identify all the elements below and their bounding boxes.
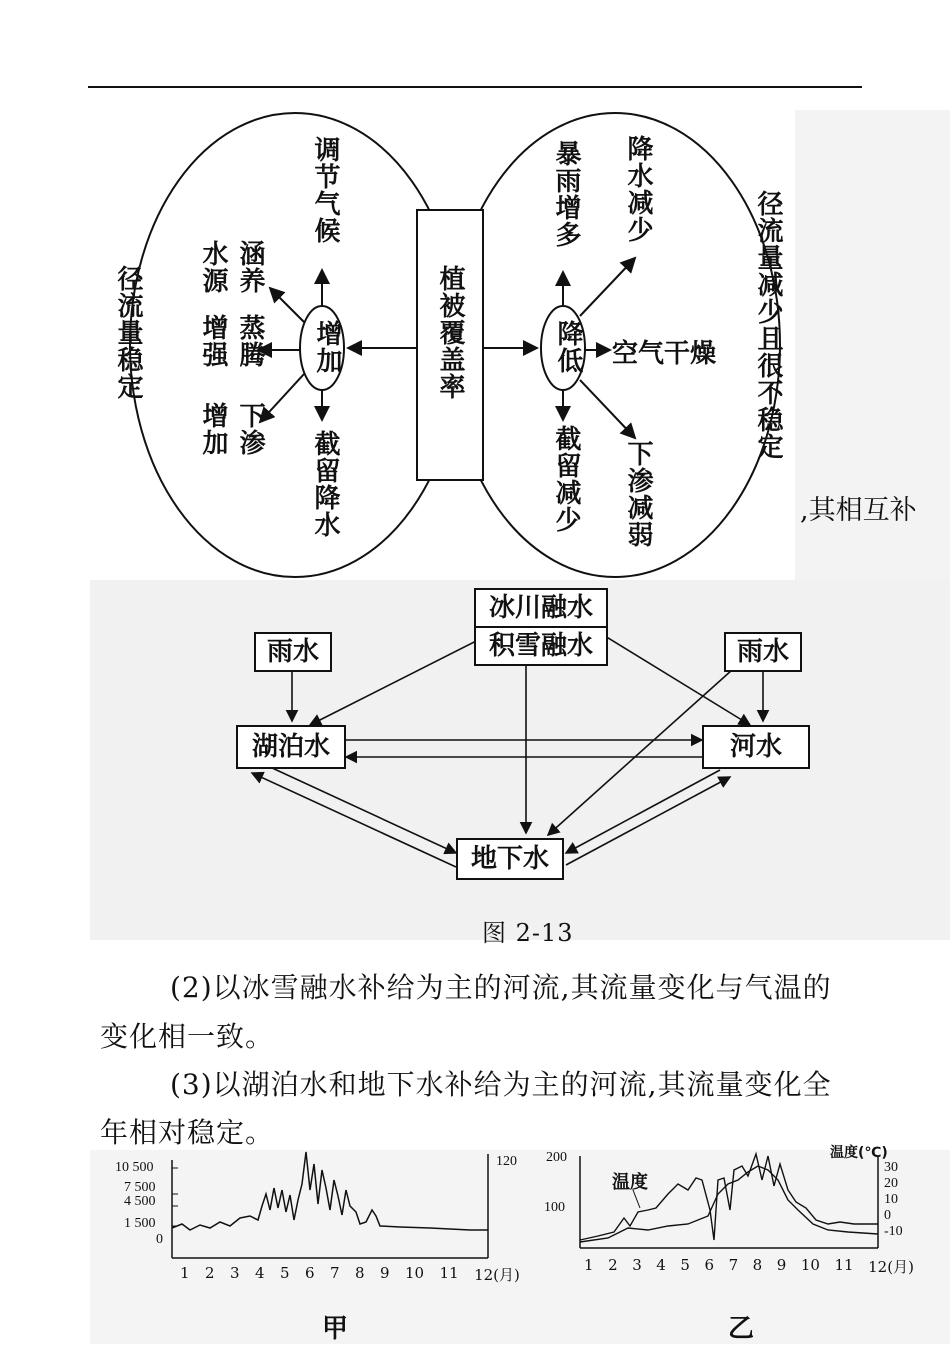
paragraph-3-line-2: 年相对稳定。 bbox=[100, 1116, 275, 1149]
runoff-line-yi bbox=[580, 1154, 878, 1240]
paragraph-2-line-1: (2)以冰雪融水补给为主的河流,其流量变化与气温的 bbox=[170, 971, 832, 1004]
right-item-less-infiltration: 下渗减弱 bbox=[623, 440, 653, 548]
figure-caption: 图 2-13 bbox=[482, 919, 574, 947]
chart-jia bbox=[170, 1150, 490, 1260]
groundwater-box: 地下水 bbox=[456, 838, 564, 880]
jia-ytick-7500: 7 500 bbox=[124, 1180, 156, 1195]
yi-right-ticks: 30 20 10 0 -10 bbox=[884, 1160, 903, 1239]
chart-jia-label: 甲 bbox=[322, 1314, 349, 1344]
left-item-interception: 截留降水 bbox=[310, 430, 340, 538]
jia-right-tick: 120 bbox=[496, 1154, 517, 1169]
glacier-melt-box: 冰川融水 bbox=[474, 588, 608, 628]
snow-melt-box: 积雪融水 bbox=[474, 626, 608, 666]
trailing-text: ,其相互补 bbox=[800, 495, 917, 526]
left-oval bbox=[130, 113, 460, 577]
header-rule bbox=[88, 86, 862, 88]
jia-ytick-4500: 4 500 bbox=[124, 1194, 156, 1209]
left-center-label: 增加 bbox=[312, 320, 342, 374]
yi-temperature-label: 温度 bbox=[612, 1172, 648, 1193]
right-side-label: 径流量减少且很不稳定 bbox=[753, 190, 783, 460]
yi-x-ticks: 1 2 3 4 5 6 7 8 9 10 11 12(月) bbox=[584, 1256, 914, 1276]
jia-ytick-0: 0 bbox=[156, 1232, 163, 1247]
jia-ytick-1500: 1 500 bbox=[124, 1216, 156, 1231]
middle-box-label: 植被覆盖率 bbox=[435, 265, 465, 400]
runoff-line-jia bbox=[172, 1152, 488, 1230]
right-item-dry-air: 空气干燥 bbox=[612, 339, 717, 369]
river-water-box: 河水 bbox=[702, 725, 810, 769]
left-item-infiltration: 下渗增加 bbox=[198, 402, 265, 456]
chart-yi bbox=[578, 1150, 880, 1250]
lake-water-box: 湖泊水 bbox=[236, 725, 346, 769]
jia-ytick-10500: 10 500 bbox=[115, 1160, 154, 1175]
chart-yi-label: 乙 bbox=[728, 1314, 755, 1344]
left-item-conserve-water: 涵养水源 bbox=[198, 240, 265, 294]
left-side-label: 径流量稳定 bbox=[113, 265, 143, 400]
jia-x-ticks: 1 2 3 4 5 6 7 8 9 10 11 12(月) bbox=[180, 1264, 520, 1284]
right-item-less-interception: 截留减少 bbox=[551, 425, 581, 533]
rain-left-box: 雨水 bbox=[254, 632, 332, 672]
yi-right-axis-title: 温度(℃) bbox=[830, 1145, 888, 1161]
right-center-label: 降低 bbox=[553, 320, 583, 374]
rain-right-box: 雨水 bbox=[724, 632, 802, 672]
yi-ytick-200: 200 bbox=[546, 1150, 567, 1165]
yi-ytick-100: 100 bbox=[544, 1200, 565, 1215]
paragraph-3-line-1: (3)以湖泊水和地下水补给为主的河流,其流量变化全 bbox=[170, 1068, 832, 1101]
right-item-rainstorm: 暴雨增多 bbox=[551, 140, 581, 248]
left-item-climate: 调节气候 bbox=[310, 136, 340, 244]
paragraph-2-line-2: 变化相一致。 bbox=[100, 1020, 275, 1053]
left-item-transpiration: 蒸腾增强 bbox=[198, 314, 265, 368]
right-item-less-precip: 降水减少 bbox=[623, 135, 653, 243]
